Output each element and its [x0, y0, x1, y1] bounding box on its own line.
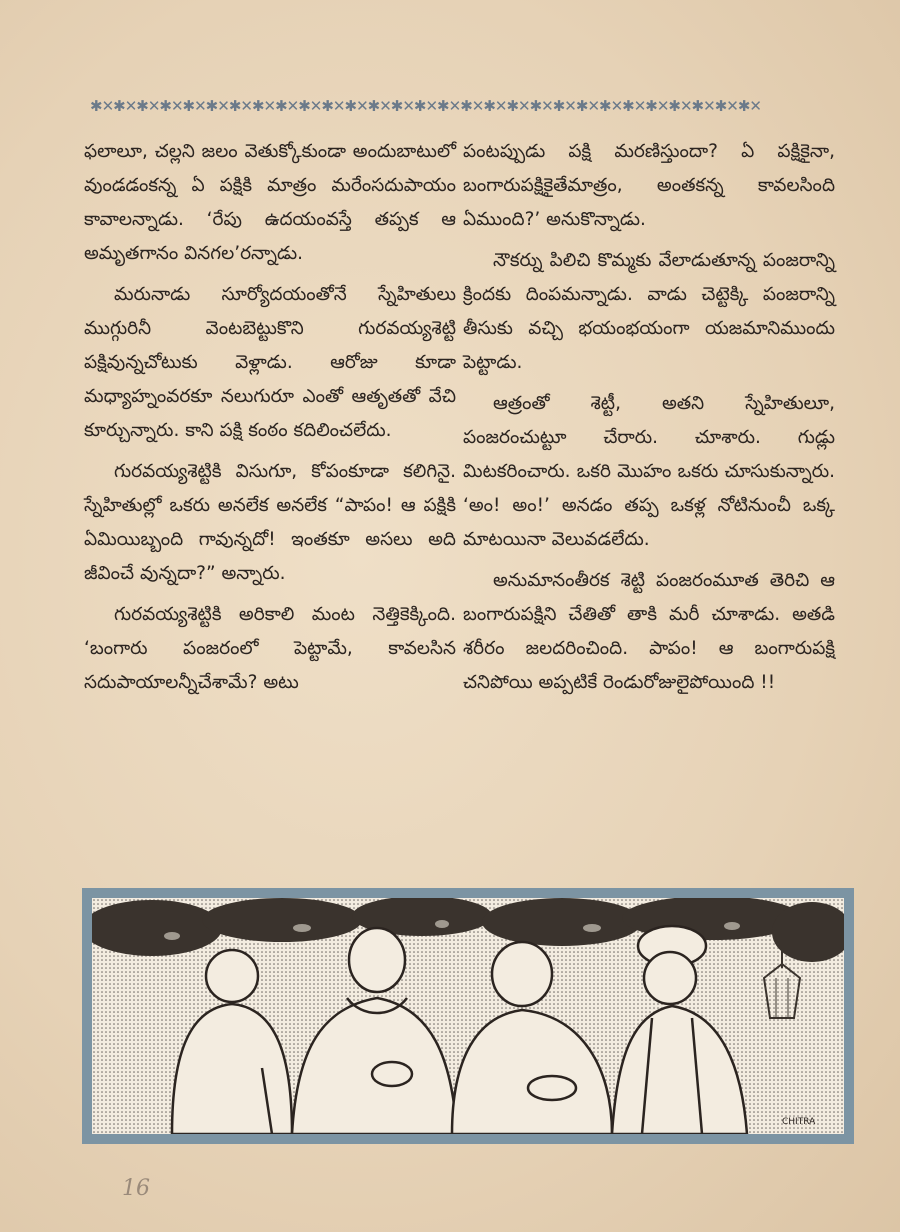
- paragraph: నౌకర్ను పిలిచి కొమ్మకు వేలాడుతూన్న పంజరాన్ని క్రిందకు దింపమన్నాడు. వాడు చెట్టెక్కి పంజరాన్ని తీసుకు వచ్చి భయంభయంగా యజమానిముందు పెట్టాడు.: [463, 250, 835, 373]
- paragraph: అనుమానంతీరక శెట్టి పంజరంమూత తెరిచి ఆ బంగారుపక్షిని చేతితో తాకి మరీ చూశాడు. అతడి శరీరం జలదరించింది. పాపం! ఆ బంగారుపక్షి చనిపోయి అప్పటికే రెండురోజులైపోయింది !!: [463, 570, 835, 693]
- paragraph: గురవయ్యశెట్టికి విసుగూ, కోపంకూడా కలిగినై. స్నేహితుల్లో ఒకరు అనలేక అనలేక “పాపం! ఆ పక్షికి ఏమియిబ్బంది గావున్నదో! ఇంతకూ అసలు అది జీవించే వున్నదా?” అన్నారు.: [84, 461, 456, 584]
- page-number: 16: [122, 1176, 150, 1201]
- decorative-border: ✱✕✱✕✱✕✱✕✱✕✱✕✱✕✱✕✱✕✱✕✱✕✱✕✱✕✱✕✱✕✱✕✱✕✱✕✱✕✱✕✱✕✱✕✱✕✱✕✱✕✱✕✱✕✱✕✱✕: [90, 97, 761, 115]
- paragraph: మరునాడు సూర్యోదయంతోనే స్నేహితులు ముగ్గురినీ వెంటబెట్టుకొని గురవయ్యశెట్టి పక్షివున్నచోటుకు వెళ్లాడు. ఆరోజు కూడా మధ్యాహ్నంవరకూ నలుగురూ ఎంతో ఆతృతతో వేచి కూర్చున్నారు. కాని పక్షి కంఠం కదిలించలేదు.: [84, 284, 456, 441]
- paragraph: ఫలాలూ, చల్లని జలం వెతుక్కోకుండా అందుబాటులో వుండడంకన్న ఏ పక్షికి మాత్రం మరేంసదుపాయం కావాలన్నాడు. ‘రేపు ఉదయంవస్తే తప్పక ఆ అమృతగానం వినగల’రన్నాడు.: [84, 141, 456, 264]
- left-text-column: [84, 135, 456, 707]
- paragraph: గురవయ్యశెట్టికి అరికాలి మంట నెత్తికెక్కింది. ‘బంగారు పంజరంలో పెట్టామే, కావలసిన సదుపాయాలన్నీచేశామే? అటు: [84, 604, 456, 693]
- paragraph: ఆత్రంతో శెట్టీ, అతని స్నేహితులూ, పంజరంచుట్టూ చేరారు. చూశారు. గుడ్లు మిటకరించారు. ఒకరి మొహం ఒకరు చూసుకున్నారు. ‘అం! అం!’ అనడం తప్ప ఒకళ్ల నోటినుంచీ ఒక్క మాటయినా వెలువడలేదు.: [463, 393, 835, 550]
- right-text-column: [463, 135, 835, 707]
- paragraph: పంటప్పుడు పక్షి మరణిస్తుందా? ఏ పక్షికైనా, బంగారుపక్షికైతేమాత్రం, అంతకన్న కావలసింది ఏముంది?’ అనుకొన్నాడు.: [463, 141, 835, 230]
- artist-signature: CHITRA: [782, 1117, 816, 1127]
- story-illustration: [82, 888, 854, 1144]
- illustration-drawing: [92, 898, 844, 1134]
